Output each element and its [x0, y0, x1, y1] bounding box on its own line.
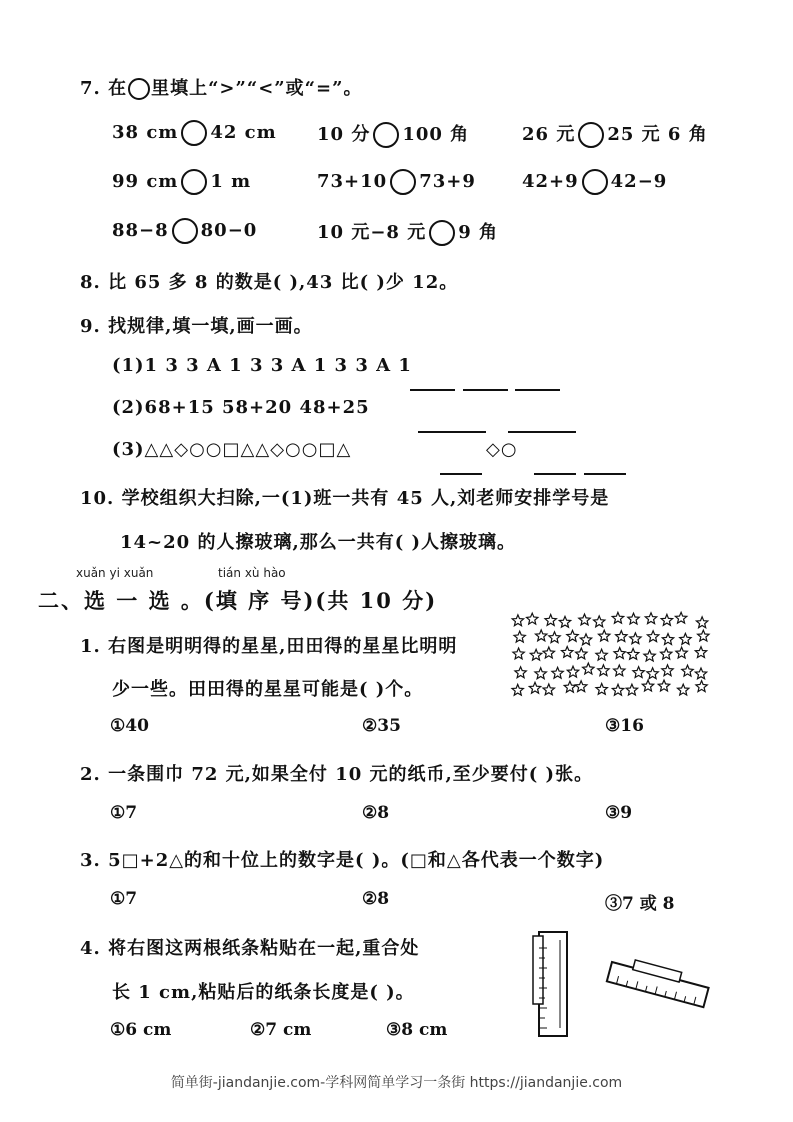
star-icon [512, 684, 523, 695]
q7-item-6: 42+9 42−9 [522, 169, 667, 195]
star-icon [698, 630, 709, 641]
star-icon [658, 680, 669, 691]
answer-blank[interactable] [410, 376, 455, 395]
s3-option-2[interactable]: ②8 [362, 889, 390, 909]
q10-line-2: 14~20 的人擦玻璃,那么一共有( )人擦玻璃。 [120, 532, 517, 553]
star-icon [614, 665, 625, 676]
star-icon [682, 665, 693, 676]
q7-item-4: 99 cm 1 m [112, 169, 251, 195]
s1-option-2[interactable]: ②35 [362, 716, 401, 736]
star-icon [549, 632, 560, 643]
star-icon [514, 631, 525, 642]
q9-prompt [80, 312, 313, 338]
star-icon [594, 616, 605, 627]
q7-pre: 在 [108, 78, 128, 99]
star-icon [647, 668, 658, 679]
q7-item-1: 38 cm 42 cm [112, 120, 277, 146]
compare-circle[interactable] [181, 169, 207, 195]
q9-text: 找规律,填一填,画一画。 [108, 316, 313, 337]
star-icon [576, 648, 587, 659]
star-icon [662, 634, 673, 645]
compare-circle[interactable] [582, 169, 608, 195]
star-icon [696, 617, 707, 628]
star-icon [596, 649, 607, 660]
star-icon [515, 667, 526, 678]
star-icon [545, 615, 556, 626]
star-icon [645, 613, 656, 624]
answer-blank[interactable] [440, 460, 482, 479]
star-icon [675, 612, 686, 623]
pinyin-xuanyixuan: xuǎn yi xuǎn [76, 566, 154, 580]
q7-item-2: 10 分 100 角 [317, 120, 469, 148]
star-icon [680, 633, 691, 644]
compare-circle[interactable] [181, 120, 207, 146]
star-icon [612, 684, 623, 695]
s1-option-3[interactable]: ③16 [605, 716, 644, 736]
q7-number: 7. [80, 78, 101, 99]
s1-number: 1. [80, 636, 101, 657]
star-icon [628, 613, 639, 624]
star-icon [661, 648, 672, 659]
s4-line-2: 长 1 cm,粘贴后的纸条长度是( )。 [112, 982, 415, 1003]
q9-pattern-3-shapes: ◇○ [486, 439, 518, 460]
s2-option-1[interactable]: ①7 [110, 803, 138, 823]
star-icon [627, 649, 638, 660]
star-icon [616, 631, 627, 642]
s4-option-1[interactable]: ①6 cm [110, 1020, 172, 1040]
footer-watermark: 简单街-jiandanjie.com-学科网简单学习一条街 https://jiandanjie.com [170, 1075, 623, 1091]
star-icon [543, 684, 555, 695]
star-icon [562, 647, 573, 658]
s3-number: 3. [80, 850, 101, 871]
compare-circle[interactable] [172, 218, 198, 244]
star-icon [513, 648, 524, 659]
q10-line-1: 10. 学校组织大扫除,一(1)班一共有 45 人,刘老师安排学号是 [80, 488, 610, 509]
q10-number: 10. [80, 488, 115, 509]
answer-blank[interactable] [463, 376, 508, 395]
star-icon [695, 668, 706, 679]
q8-text: 比 65 多 8 的数是( ),43 比( )少 12。 [108, 272, 459, 293]
star-icon [543, 647, 554, 658]
answer-blank[interactable] [515, 376, 560, 395]
q7-item-7: 88−8 80−0 [112, 218, 257, 244]
star-icon [633, 667, 644, 678]
vertical-ruler-strip [533, 932, 567, 1036]
star-icon [583, 663, 594, 674]
circle-icon [128, 78, 150, 100]
star-icon [662, 665, 673, 676]
star-icon [612, 612, 624, 623]
s1-option-1[interactable]: ①40 [110, 716, 149, 736]
answer-blank[interactable] [584, 460, 626, 479]
star-icon [599, 630, 610, 641]
q9-pattern-1: (1)1 3 3 A 1 3 3 A 1 3 3 A 1 [112, 355, 412, 376]
star-icon [579, 614, 590, 625]
star-icon [642, 680, 653, 691]
star-icon [512, 615, 523, 626]
tilted-ruler-strip [607, 954, 711, 1007]
compare-circle[interactable] [578, 122, 604, 148]
star-icon [580, 634, 591, 645]
s4-option-2[interactable]: ②7 cm [250, 1020, 312, 1040]
star-icon [529, 682, 540, 693]
s2-number: 2. [80, 764, 101, 785]
q9-pattern-3: (3)△△◇○○□△△◇○○□△ [112, 439, 352, 460]
star-icon [567, 630, 578, 641]
q9-number: 9. [80, 316, 101, 337]
s2-option-2[interactable]: ②8 [362, 803, 390, 823]
pinyin-tianxuhao: tián xù hào [218, 566, 286, 580]
compare-circle[interactable] [390, 169, 416, 195]
star-icon [527, 613, 538, 624]
star-icon [575, 681, 587, 692]
star-icon [564, 681, 575, 692]
star-icon [552, 667, 563, 678]
s3-text: 3. 5□+2△的和十位上的数字是( )。(□和△各代表一个数字) [80, 850, 605, 871]
star-icon [536, 630, 547, 641]
star-icon [598, 665, 609, 676]
star-icon [559, 616, 570, 627]
q8 [80, 268, 458, 294]
star-icon [567, 666, 578, 677]
s1-line-1: 1. 右图是明明得的星星,田田得的星星比明明 [80, 636, 458, 657]
s3-option-3[interactable]: ③7 或 8 [605, 894, 675, 914]
q7-item-5: 73+10 73+9 [317, 169, 476, 195]
paper-strips-figure [520, 928, 720, 1040]
s2-text: 2. 一条围巾 72 元,如果全付 10 元的纸币,至少要付( )张。 [80, 764, 594, 785]
s2-option-3[interactable]: ③9 [605, 803, 633, 823]
answer-blank[interactable] [418, 418, 486, 437]
star-icon [661, 614, 672, 625]
star-icon [695, 647, 706, 658]
star-icon [678, 684, 689, 695]
star-icon [535, 668, 547, 679]
compare-circle[interactable] [373, 122, 399, 148]
q7-prompt [80, 74, 362, 100]
star-icon [647, 631, 658, 642]
q7-item-8: 10 元−8 元 9 角 [317, 218, 498, 246]
s4-line-1: 4. 将右图这两根纸条粘贴在一起,重合处 [80, 938, 420, 959]
s3-option-1[interactable]: ①7 [110, 889, 138, 909]
stars-figure [505, 608, 715, 700]
star-icon [626, 684, 637, 695]
answer-blank[interactable] [534, 460, 576, 479]
star-icon [644, 650, 655, 661]
star-icon [696, 681, 707, 692]
compare-circle[interactable] [429, 220, 455, 246]
star-icon [530, 649, 542, 660]
q7-item-3: 26 元 25 元 6 角 [522, 120, 708, 148]
s4-number: 4. [80, 938, 101, 959]
s1-line-2: 少一些。田田得的星星可能是( )个。 [112, 679, 424, 700]
answer-blank[interactable] [508, 418, 576, 437]
star-icon [676, 647, 687, 658]
star-icon [596, 684, 607, 695]
star-icon [614, 648, 625, 659]
section-2-title: 二、选 一 选 。(填 序 号)(共 10 分) [38, 588, 438, 613]
star-icon [630, 633, 641, 644]
q7-post: 里填上“>”“<”或“=”。 [151, 78, 363, 99]
s4-option-3[interactable]: ③8 cm [386, 1020, 448, 1040]
q8-number: 8. [80, 272, 101, 293]
q9-pattern-2: (2)68+15 58+20 48+25 [112, 397, 370, 418]
